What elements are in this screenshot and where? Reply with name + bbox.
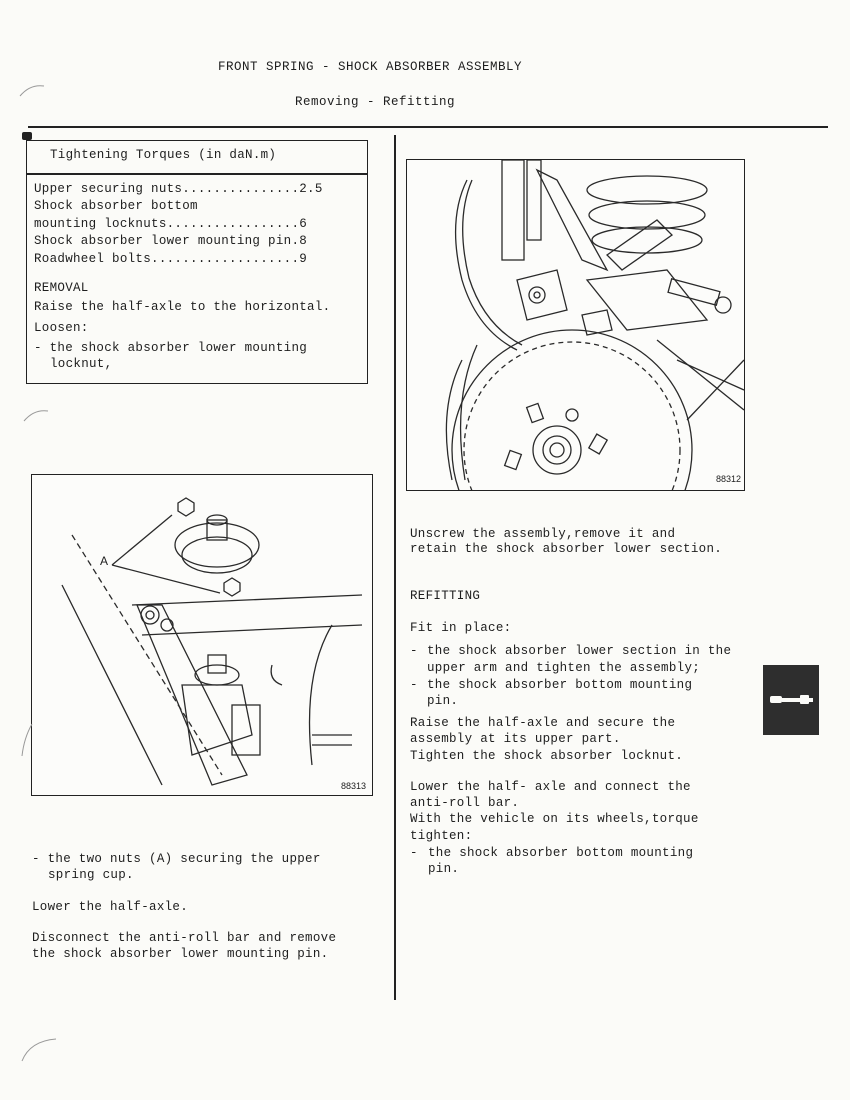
- brake-disc-illustration: [407, 160, 744, 490]
- instruction-line: the shock absorber lower section in the: [427, 644, 732, 658]
- upper-mount-illustration: [32, 475, 372, 795]
- instruction-line: pin.: [428, 862, 460, 876]
- instruction-line: Tighten the shock absorber locknut.: [410, 749, 684, 763]
- instruction-line: Unscrew the assembly,remove it and: [410, 527, 676, 541]
- figure-callout-label: A: [100, 554, 109, 568]
- instruction-line: Disconnect the anti-roll bar and remove: [32, 931, 337, 945]
- instruction-line: anti-roll bar.: [410, 796, 520, 810]
- instruction-line: the shock absorber lower mounting pin.: [32, 947, 329, 961]
- torque-item: Shock absorber lower mounting pin.8: [34, 234, 308, 248]
- torque-item: Upper securing nuts...............2.5: [34, 182, 323, 196]
- refitting-heading: REFITTING: [410, 589, 481, 603]
- instruction-line: tighten:: [410, 829, 473, 843]
- torque-item: Shock absorber bottom: [34, 199, 198, 213]
- scan-mark: [22, 405, 52, 425]
- instruction-line: assembly at its upper part.: [410, 732, 621, 746]
- figure-brake-disc-assembly: [406, 159, 745, 491]
- torques-heading: Tightening Torques (in daN.m): [50, 148, 277, 162]
- removal-heading: REMOVAL: [34, 281, 89, 295]
- page-subtitle: Removing - Refitting: [295, 95, 456, 109]
- instruction-line: Fit in place:: [410, 621, 512, 635]
- instruction-line: the shock absorber bottom mounting: [428, 846, 694, 860]
- torque-item: mounting locknuts.................6: [34, 217, 308, 231]
- torques-heading-rule: [27, 173, 367, 175]
- loosen-item-line: - the shock absorber lower mounting: [34, 341, 308, 355]
- binding-mark: [22, 132, 32, 140]
- scan-mark: [20, 1035, 60, 1065]
- page-title: FRONT SPRING - SHOCK ABSORBER ASSEMBLY: [218, 60, 523, 74]
- instruction-line: Lower the half- axle and connect the: [410, 780, 691, 794]
- figure-number: 88313: [340, 781, 366, 791]
- bullet-dash: -: [410, 644, 418, 658]
- scan-mark: [18, 720, 38, 760]
- instruction-line: the shock absorber bottom mounting: [427, 678, 693, 692]
- instruction-line: With the vehicle on its wheels,torque: [410, 812, 699, 826]
- instruction-line: - the two nuts (A) securing the upper: [32, 852, 321, 866]
- instruction-line: retain the shock absorber lower section.: [410, 542, 723, 556]
- header-rule: [28, 126, 828, 128]
- torque-item: Roadwheel bolts...................9: [34, 252, 308, 266]
- instruction-line: Raise the half-axle and secure the: [410, 716, 676, 730]
- scan-mark: [18, 80, 48, 100]
- removal-step: Raise the half-axle to the horizontal.: [34, 300, 331, 314]
- column-divider: [394, 135, 396, 1000]
- figure-upper-mount: [31, 474, 373, 796]
- instruction-line: Lower the half-axle.: [32, 900, 189, 914]
- shock-absorber-icon: [763, 665, 819, 735]
- figure-number: 88312: [715, 474, 741, 484]
- loosen-label: Loosen:: [34, 321, 89, 335]
- instruction-line: pin.: [427, 694, 459, 708]
- section-tab: [763, 665, 819, 735]
- bullet-dash: -: [410, 678, 418, 692]
- loosen-item-line: locknut,: [50, 357, 113, 371]
- instruction-line: spring cup.: [48, 868, 134, 882]
- instruction-line: upper arm and tighten the assembly;: [427, 661, 701, 675]
- bullet-dash: -: [410, 846, 418, 860]
